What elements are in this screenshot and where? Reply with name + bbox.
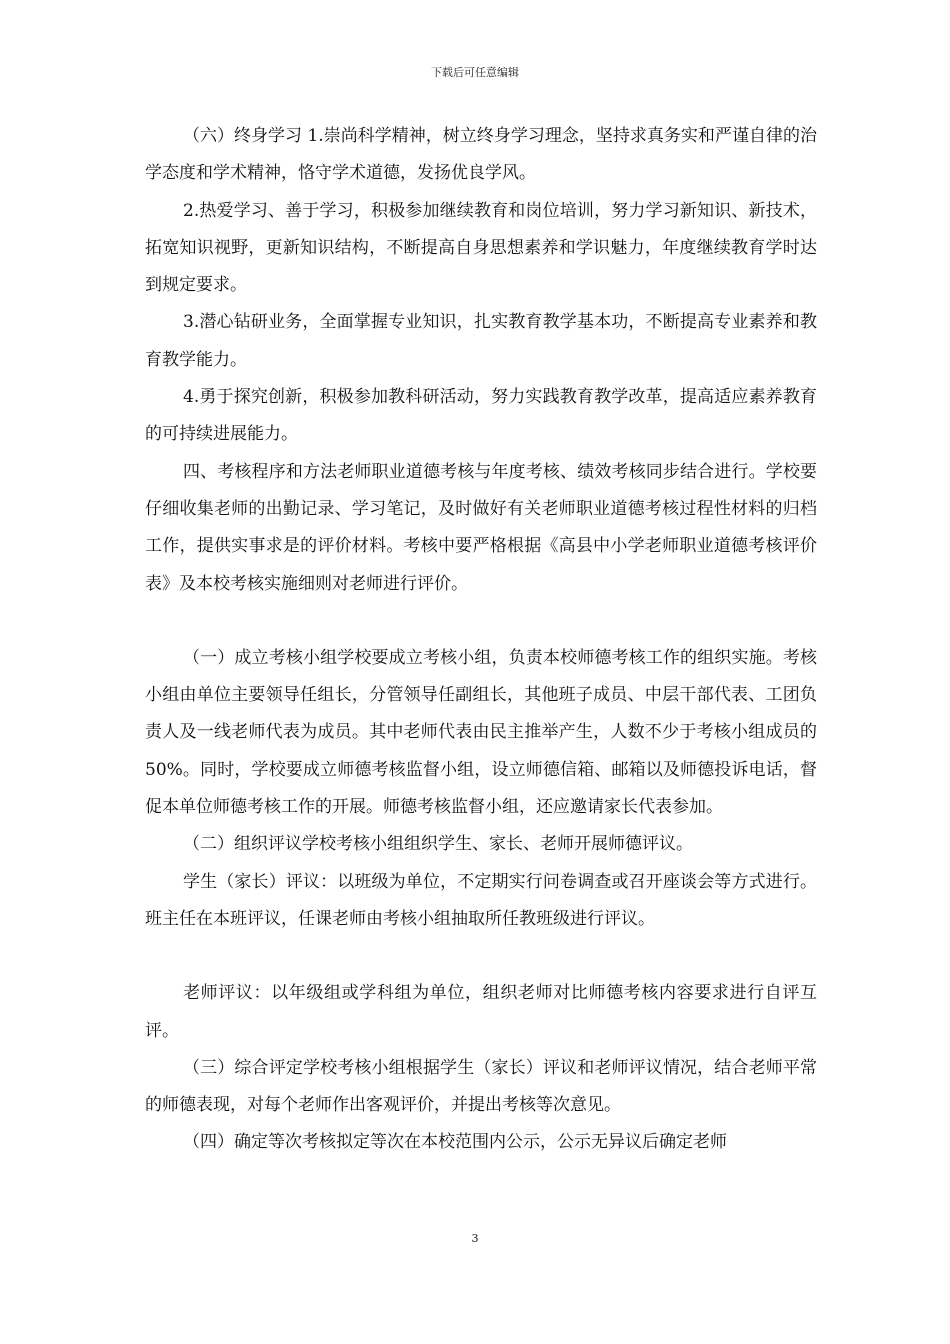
paragraph-determine-grade: （四）确定等次考核拟定等次在本校范围内公示，公示无异议后确定老师: [183, 1132, 727, 1153]
paragraph-spacer: [145, 603, 817, 640]
document-body: [145, 118, 817, 1162]
page-header: 下载后可任意编辑: [431, 66, 519, 79]
paragraph-study-business: 3.潜心钻研业务，全面掌握专业知识，扎实教育教学基本功，不断提高专业素养和教育教学能力。: [145, 312, 817, 370]
paragraph-love-learning: 2.热爱学习、善于学习，积极参加继续教育和岗位培训，努力学习新知识、新技术，拓宽知识视野，更新知识结构，不断提高自身思想素养和学识魅力，年度继续教育学时达到规定要求。: [145, 200, 817, 296]
paragraph-assessment-group: （一）成立考核小组学校要成立考核小组，负责本校师德考核工作的组织实施。考核小组由单位主要领导任组长，分管领导任副组长，其他班子成员、中层干部代表、工团负责人及一线老师代表为成员。其中老师代表由民主推举产生，人数不少于考核小组成员的 50%。同时，学校要成立师德考核监督小组，设立师德信箱、邮箱以及师德投诉电话，督促本单位师德考核工作的开展。师德考核监督小组，还应邀请家长代表参加。: [145, 647, 817, 818]
paragraph-lifelong-learning: （六）终身学习 1.崇尚科学精神，树立终身学习理念，坚持求真务实和严谨自律的治学态度和学术精神，恪守学术道德，发扬优良学风。: [145, 126, 817, 184]
paragraph-assessment-procedure: 四、考核程序和方法老师职业道德考核与年度考核、绩效考核同步结合进行。学校要仔细收集老师的出勤记录、学习笔记，及时做好有关老师职业道德考核过程性材料的归档工作，提供实事求是的评价材料。考核中要严格根据《高县中小学老师职业道德考核评价表》及本校考核实施细则对老师进行评价。: [145, 461, 817, 594]
paragraph-innovation: 4.勇于探究创新，积极参加教科研活动，努力实践教育教学改革，提高适应素养教育的可持续进展能力。: [145, 387, 817, 445]
paragraph-teacher-evaluation: 老师评议：以年级组或学科组为单位，组织老师对比师德考核内容要求进行自评互评。: [145, 983, 817, 1041]
paragraph-spacer: [145, 938, 817, 975]
paragraph-comprehensive-rating: （三）综合评定学校考核小组根据学生（家长）评议和老师评议情况，结合老师平常的师德表现，对每个老师作出客观评价，并提出考核等次意见。: [145, 1057, 817, 1116]
page-number: 3: [471, 1232, 479, 1245]
paragraph-student-parent-evaluation: 学生（家长）评议：以班级为单位，不定期实行问卷调查或召开座谈会等方式进行。班主任在本班评议，任课老师由考核小组抽取所任教班级进行评议。: [145, 871, 817, 929]
paragraph-organize-evaluation: （二）组织评议学校考核小组组织学生、家长、老师开展师德评议。: [183, 834, 693, 855]
